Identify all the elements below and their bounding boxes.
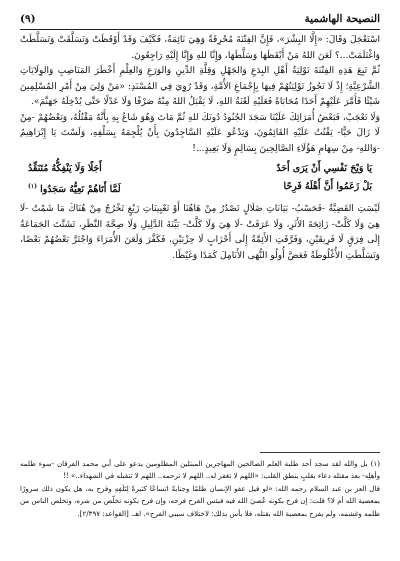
verse-1 bbox=[20, 160, 380, 178]
poem-verses bbox=[20, 160, 380, 199]
verse-1-second-hemistich: أَجَلًا وَلَا يَنْفِكُّهُ مُتَنَقِّدُ bbox=[28, 163, 102, 174]
paragraph-1: اسْتَعْجَلَ وَقَالَ: «إِلَّا البِشْرَ»، فَإِنَّ الفِتْنَةَ مُحْرِقَةٌ وَهِيَ نَائِمَةٌ، فَكَيْفَ وَقَدْ أَوْقَظَتْ وَتَسَلَّقَتْ وَتَسَلَّطَتْ وَاغْتَلَمَتْ...؟ لَعَنَ اللهُ مَنْ أَيْقَظَهَا وَسَلَّطَهَا، وَإِنَّا للهِ وَإِنَّا إِلَيْهِ رَاجِعُونَ. bbox=[20, 35, 380, 61]
verse-1-first-hemistich: يَا وَيْحَ نَفْسِي أَنْ يَرَى أَحَدٌ bbox=[276, 163, 372, 174]
running-header bbox=[20, 10, 380, 28]
paragraph-3: وَلَا تَعْجَبْ، فَبَعْضُ أُمَرَائِكَ عَلَيْنَا سَجَدَ الجُنُودُ دُونَكَ للهِ ثُمَّ مَاتَ وَهُوَ شَاعٌ بِهِ بِأَنَّهُ مَقْتُلُهُ، وَبَعْضُهُمْ -مِنْ لَا زَالَ حَيًّا- يَقْتُتُ عَلَيْهِ القَائِمُونَ، وَيَدْعُو عَلَيْهِ السَّاجِدُونَ بِأَنْ يُلْجِمَهُ بِسَلْفِهِ، وَلَسْتَ يَا إِبْرَاهِيمُ -وَاللهِ- مِنْ سِهَامِ هَؤُلَاءِ الصَّالِحِينَ بِسَالِمٍ وَلَا بَعِيدٍ...! bbox=[20, 112, 380, 154]
main-text bbox=[20, 33, 380, 264]
page-number: (٩) bbox=[20, 13, 36, 25]
footnote-divider bbox=[260, 452, 380, 453]
paragraph-4: لَيْسَتِ القَضِيَّةُ -فَحَسْبُ- بَيَانَاتِ ضَلَالٍ تَصْدُرُ مِنْ هَاهُنَا أَوْ تَعْيِينَاتِ زَيْغٍ تَخْرُجُ مِنْ هُنَاكَ مَا شَمْتُ -لَا هِيَ وَلَا كَلَّتْ- زَائِحَةَ الأَثَرِ، وَلَا عَرَفَتْ -لَا هِيَ وَلَا كَلَّتْ- بَيِّنَةَ الدَّلِيلِ وَلَا صِحَّةَ النَّظَرِ، تَشَتَّتَ الجَمَاعَةُ إِلَى فِرَقٍ لَا فَرِيقَيْنِ، وَفَرَّقَتِ الأَئِمَّةُ إِلَى أَحْزَابٍ لَا حِزْبَيْنِ، فَكَفَّرَ وَلَعَنَ الأُمَرَاءَ وَاجْتَرَّ بَعْضُهُمْ بَعْضًا، وَتَسَلَّطَتِ الأُغْلُوطَةُ فَعَضَّ أُولُو النُّهَى الأَنَامِلَ كَمَدًا وَغَيْظًا. bbox=[20, 204, 380, 261]
footnotes bbox=[20, 458, 380, 520]
verse-2 bbox=[20, 178, 380, 199]
paragraph-2: ثُمَّ تَبِعَ هَذِهِ الفِتْنَةَ تَوْلِيَةُ أَهْلِ البِدَعِ وَالجَهْلِ وَقِلَّةِ الدِّينِ وَالوَرَعِ وَالعِلْمِ أَخْطَرَ المَنَاصِبِ وَالوِلَايَاتِ الشَّرْعِيَّةِ؛ إِذْ لَا تَجُوزُ تَوْلِيَتُهُمْ فِيهَا بِإِجْمَاعِ الأُمَّةِ، وَقَدْ رُوِيَ فِي المُسْنَدِ: «مَنْ وَلِيَ مِنْ أَمْرِ المُسْلِمِينَ شَيْئًا فَأَمَّرَ عَلَيْهِمْ أَحَدًا مُحَابَاةً فَعَلَيْهِ لَعْنَةُ اللهِ، لَا يَقْبَلُ اللهُ مِنْهُ صَرْفًا وَلَا عَدْلًا حَتَّى يُدْخِلَهُ جَهَنَّمَ». bbox=[20, 66, 380, 107]
verse-2-first-hemistich: بَلْ زَعَمُوا أَنَّ أَهْلَهُ فَرِحًا bbox=[283, 181, 372, 192]
verse-2-second-hemistich bbox=[28, 178, 121, 199]
header-divider bbox=[20, 29, 380, 30]
footnote-2: قال العز بن عبد السلام رحمه الله: «لو قيل عفو الإنسان ظلمًا وجنايةً اتساعًا كثيرةً لِتَلَفِهِ وفرح به، هل يكون ذلك سرورًا بمعصية الله أم لا؟ قلت: إن فرح بكونه عُصيَ الله فيه فبئس الفرح فرحه، وإن فرح بكونه تخلّص من شره، وتخلص الناس من ظلمه وغشمه، ولم يفرح بمعصية الله بقتله، فلا بأس بذلك؛ لاختلاف سببي الفرح». اهـ. [القواعد: ٢/٣٩٧]. bbox=[20, 483, 380, 518]
footnote-marker: (١) bbox=[28, 183, 37, 190]
footnote-1: (١) بل والله لقد سجد أحد طلبة العلم الصالحين المهاجرين المبتلين المظلومين يدعو على أبي محمد الفرقان -سوء ظلمه وأهلِه- بعد مقتله دعاء بقلبٍ ينطق القلب: «اللهم لا تغفر له.. اللهم لا ترحمه.. اللهم لا تتقبله في الشهداء..» !! bbox=[20, 459, 380, 481]
header-title: النصيحة الهاشمية bbox=[304, 13, 380, 25]
verse-2-second-text: لَمَّا أَتَاهُمْ نَعِيُّهُ سَجَدُوا bbox=[40, 184, 121, 196]
